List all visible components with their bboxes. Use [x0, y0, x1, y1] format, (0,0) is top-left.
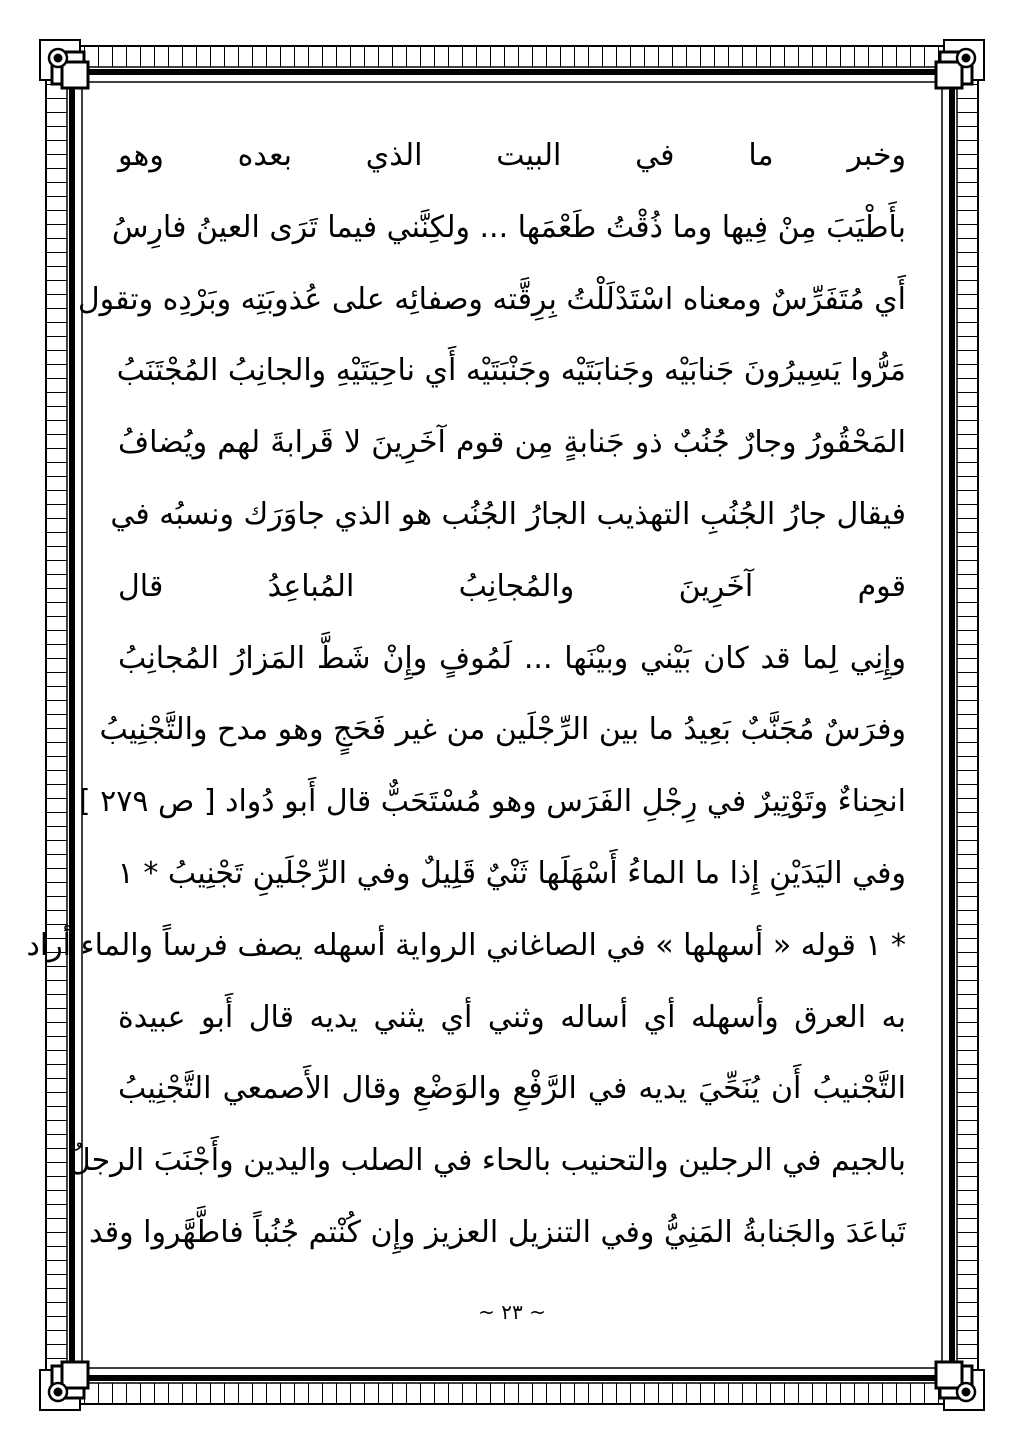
- text-line: وفرَسٌ مُجَنَّبٌ بَعِيدُ ما بين الرِّجْلَين من غير فَحَجٍ وهو مدح والتَّجْنِيبُ: [99, 712, 906, 748]
- text-line: تَباعَدَ والجَنابةُ المَنِيُّ وفي التنزيل العزيز وإِن كُنْتم جُنُباً فاطَّهَّروا وقد: [89, 1214, 906, 1250]
- page-number: ~ ٢٣ ~: [478, 1300, 546, 1324]
- corner-ornament-bottom-left: [40, 1362, 88, 1410]
- text-line: وإِنِي لِما قد كان بَيْني وبيْنَها ... لَمُوفٍ وإِنْ شَطَّ المَزارُ المُجانِبُ: [118, 640, 906, 676]
- text-line: وفي اليَدَيْنِ إِذا ما الماءُ أَسْهَلَها ثَنْيٌ قَلِيلٌ وفي الرِّجْلَينِ تَجْنِيبُ * ١: [117, 855, 906, 891]
- text-line: بأَطْيَبَ مِنْ فِيها وما ذُقْتُ طَعْمَها ... ولكِنَّني فيما تَرَى العينُ فارِسُ: [111, 209, 906, 245]
- corner-ornament-top-right: [936, 40, 984, 88]
- text-line: انحِناءٌ وتَوْتِيرٌ في رِجْلِ الفَرَس وهو مُسْتَحَبٌّ قال أَبو دُواد [ ص ٢٧٩ ]: [78, 784, 906, 820]
- text-line: المَحْقُورُ وجارٌ جُنُبٌ ذو جَنابةٍ مِن قوم آخَرِينَ لا قَرابةَ لهم ويُضافُ: [118, 425, 906, 461]
- text-line: التَّجْنيبُ أَن يُنَحِّيَ يديه في الرَّفْعِ والوَضْعِ وقال الأَصمعي التَّجْنِيبُ: [118, 1071, 906, 1107]
- text-line: وخبر ما في البيت الذي بعده وهو: [118, 138, 906, 173]
- page-body-text: [26, 120, 906, 1269]
- corner-ornament-bottom-right: [936, 1362, 984, 1410]
- text-line: به العرق وأسهله أي أساله وثني أي يثني يديه قال أَبو عبيدة: [118, 999, 906, 1035]
- text-line: بالجيم في الرجلين والتحنيب بالحاء في الصلب واليدين وأَجْنَبَ الرجلُ: [68, 1143, 906, 1179]
- text-line: مَرُّوا يَسِيرُونَ جَنابَيْه وجَنابَتَيْه وجَنْبَتَيْه أَي ناحِيَتَيْهِ والجانِبُ المُجْتَنَبُ: [116, 353, 906, 389]
- corner-ornament-top-left: [40, 40, 88, 88]
- text-line: فيقال جارُ الجُنُبِ التهذيب الجارُ الجُنُب هو الذي جاوَرَك ونسبُه في: [110, 496, 906, 532]
- text-line: قوم آخَرِينَ والمُجانِبُ المُباعِدُ قال: [118, 568, 906, 604]
- text-line: أَي مُتَفَرِّسٌ ومعناه اسْتَدْلَلْتُ بِرِقَّته وصفائِه على عُذوبَتِه وبَرْدِه وتقول: [77, 281, 906, 317]
- text-line: * ١ قوله « أسهلها » في الصاغاني الرواية أسهله يصف فرساً والماء أراد: [26, 927, 906, 963]
